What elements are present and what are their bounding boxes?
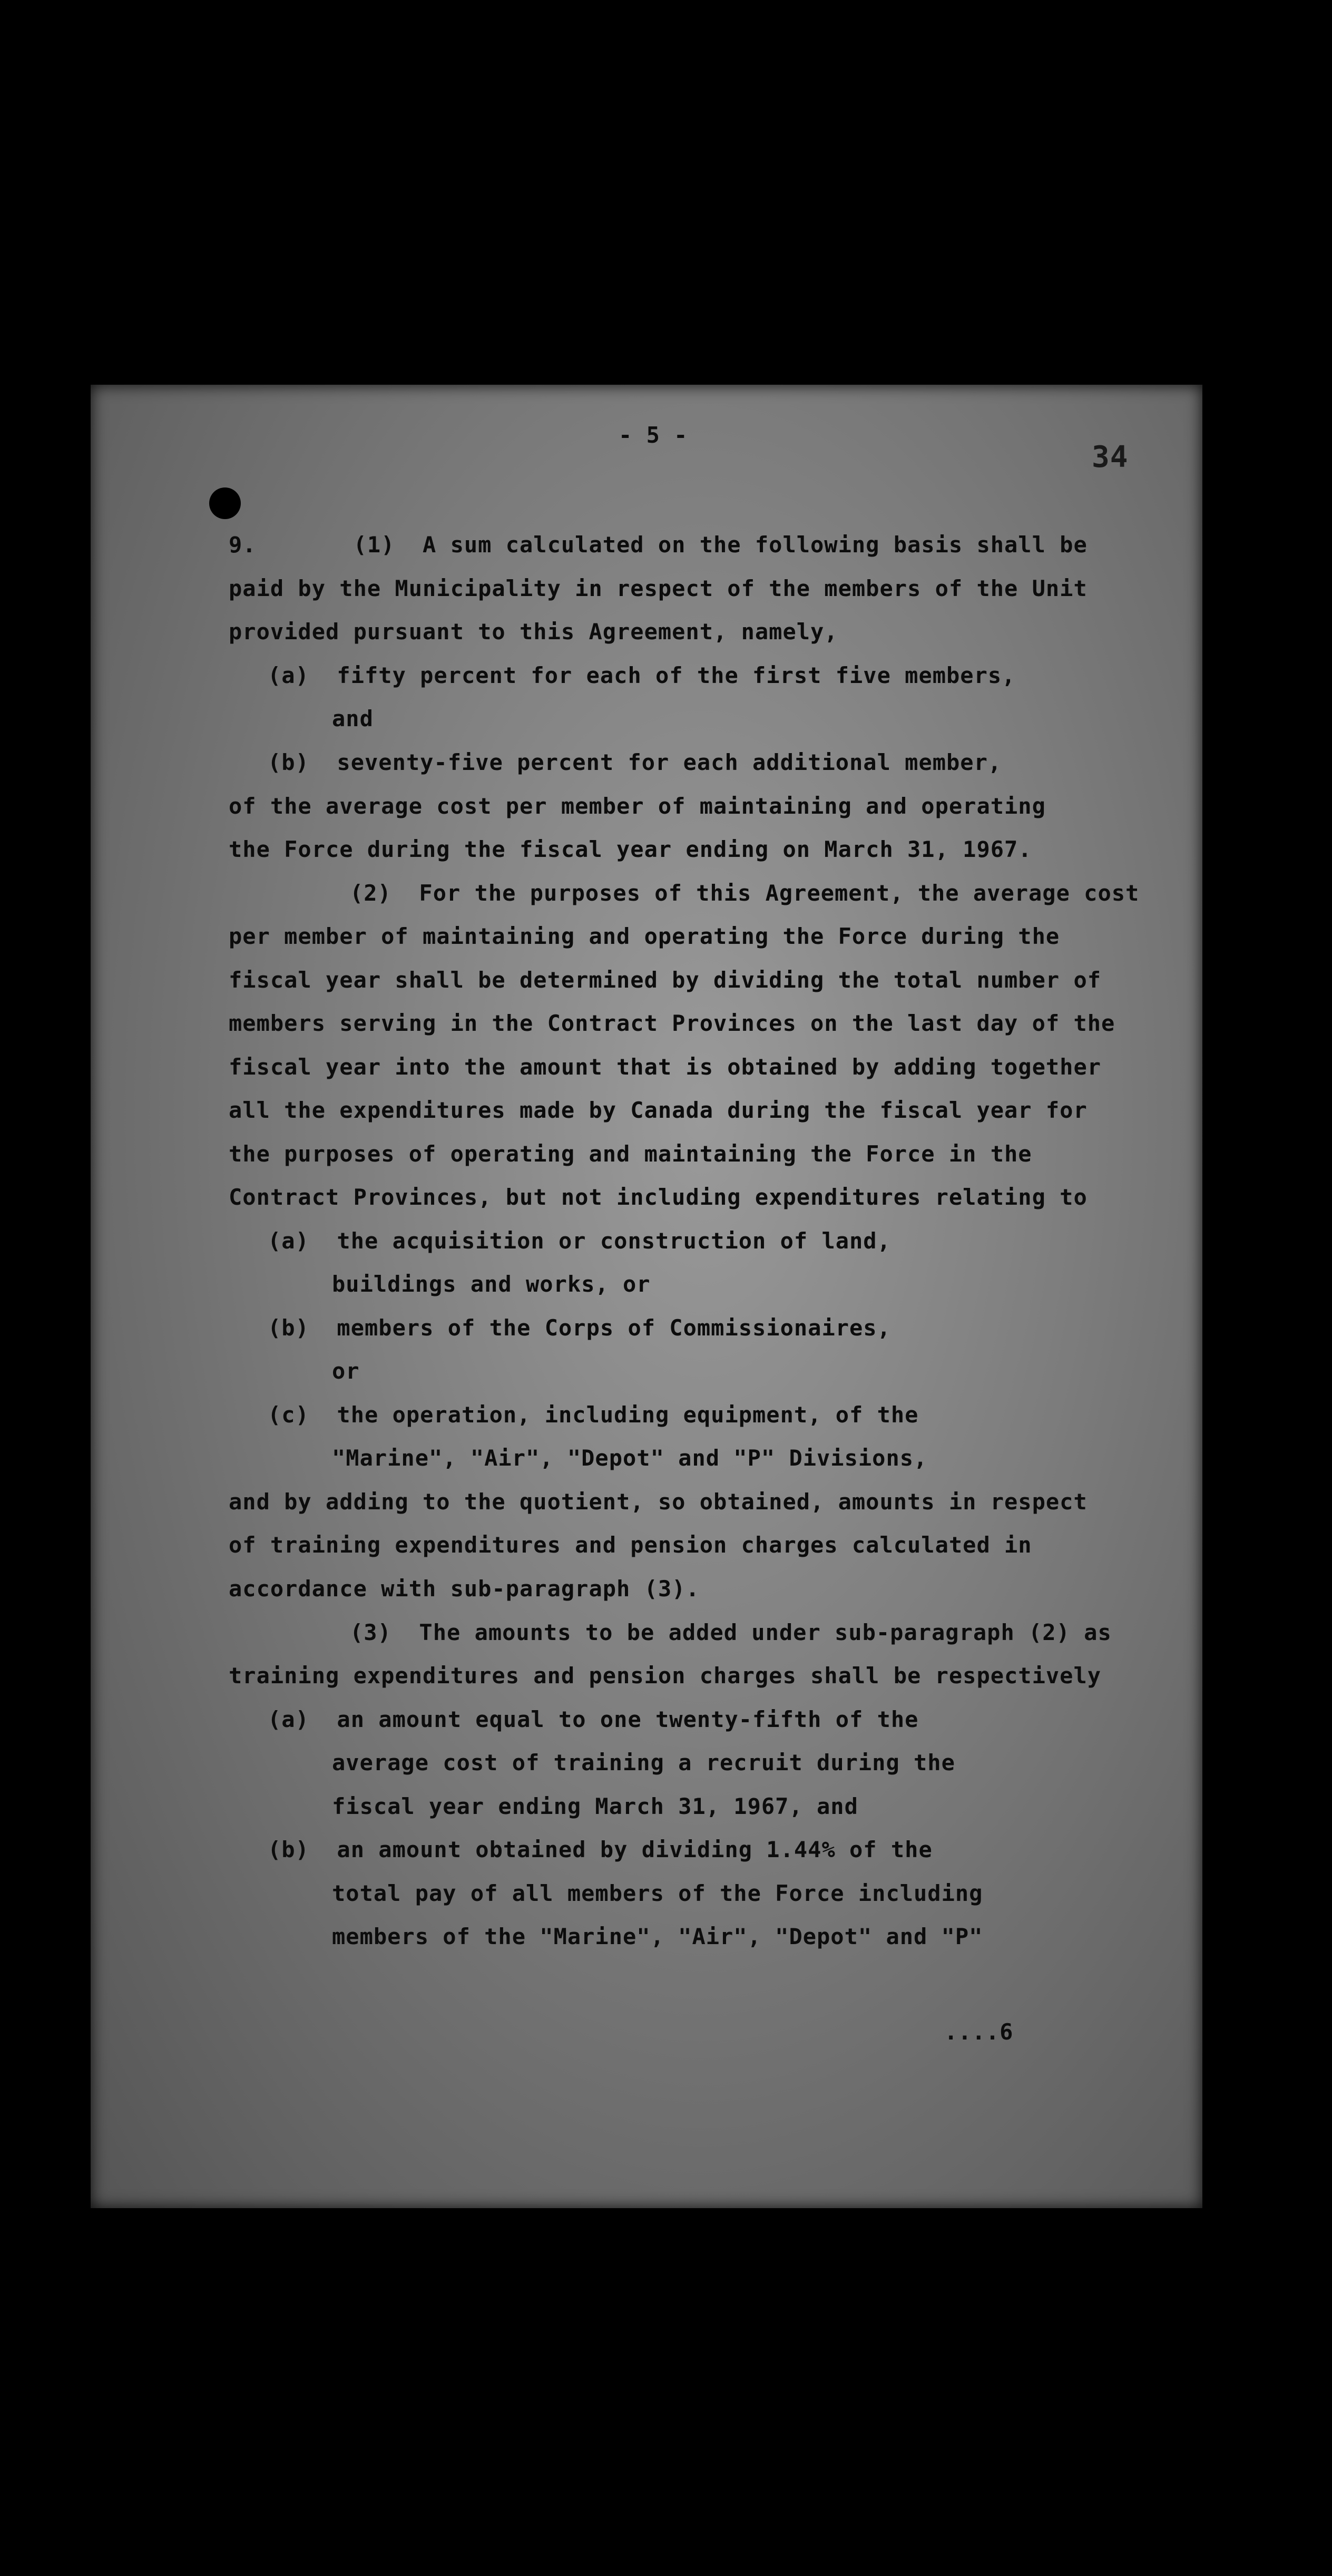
- text-line: total pay of all members of the Force including: [332, 1880, 983, 1906]
- text-line: (b) members of the Corps of Commissionaires,: [268, 1315, 891, 1341]
- text-line: (a) the acquisition or construction of land,: [268, 1228, 891, 1254]
- text-line: (2) For the purposes of this Agreement, the average cost: [350, 880, 1140, 906]
- text-line: (c) the operation, including equipment, of the: [268, 1402, 919, 1428]
- text-line: or: [332, 1358, 360, 1384]
- text-line: (a) an amount equal to one twenty-fifth of the: [268, 1706, 919, 1732]
- text-line: per member of maintaining and operating the Force during the: [229, 923, 1060, 949]
- text-line: provided pursuant to this Agreement, namely,: [229, 619, 838, 645]
- text-line: fiscal year shall be determined by dividing the total number of: [229, 967, 1102, 993]
- text-line: the Force during the fiscal year ending on March 31, 1967.: [229, 836, 1032, 862]
- page-number: - 5 -: [619, 422, 688, 448]
- punch-hole: [209, 487, 241, 519]
- text-line: (b) seventy-five percent for each additional member,: [268, 749, 1002, 775]
- text-line: all the expenditures made by Canada during the fiscal year for: [229, 1097, 1088, 1123]
- text-line: and: [332, 706, 374, 731]
- text-line: average cost of training a recruit during the: [332, 1750, 955, 1775]
- continuation-marker: ....6: [944, 2019, 1014, 2045]
- text-line: "Marine", "Air", "Depot" and "P" Divisions,: [332, 1445, 928, 1471]
- text-line: fiscal year into the amount that is obtained by adding together: [229, 1054, 1102, 1080]
- text-line: the purposes of operating and maintaining the Force in the: [229, 1141, 1032, 1167]
- text-line: of the average cost per member of maintaining and operating: [229, 793, 1046, 819]
- text-line: buildings and works, or: [332, 1271, 651, 1297]
- text-line: fiscal year ending March 31, 1967, and: [332, 1793, 858, 1819]
- text-line: paid by the Municipality in respect of the members of the Unit: [229, 575, 1088, 601]
- document-page: [91, 385, 1202, 2208]
- text-line: (3) The amounts to be added under sub-paragraph (2) as: [350, 1619, 1112, 1645]
- text-line: of training expenditures and pension charges calculated in: [229, 1532, 1032, 1558]
- text-line: accordance with sub-paragraph (3).: [229, 1576, 700, 1602]
- text-line: training expenditures and pension charges shall be respectively: [229, 1663, 1102, 1689]
- text-line: (a) fifty percent for each of the first five members,: [268, 662, 1016, 688]
- text-line: 9. (1) A sum calculated on the following basis shall be: [229, 532, 1088, 558]
- text-line: members of the "Marine", "Air", "Depot" and "P": [332, 1924, 983, 1949]
- text-line: Contract Provinces, but not including expenditures relating to: [229, 1184, 1088, 1210]
- text-line: (b) an amount obtained by dividing 1.44% of the: [268, 1837, 933, 1862]
- handwritten-page-number: 34: [1092, 440, 1129, 474]
- text-line: and by adding to the quotient, so obtained, amounts in respect: [229, 1489, 1088, 1515]
- text-line: members serving in the Contract Provinces on the last day of the: [229, 1010, 1115, 1036]
